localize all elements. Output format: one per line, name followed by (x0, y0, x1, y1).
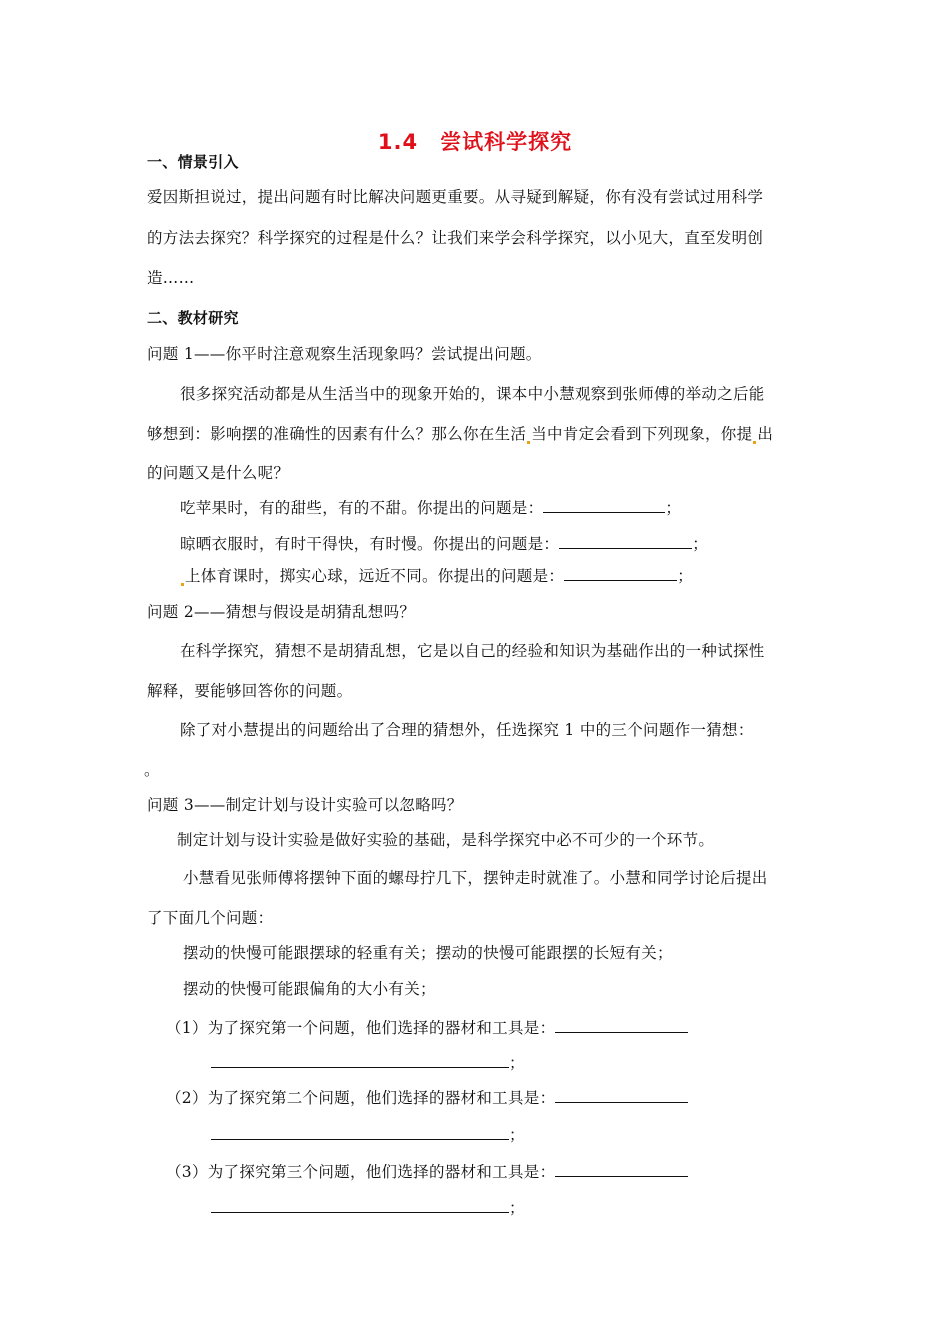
edit-mark-icon (181, 583, 184, 586)
q3-item-3 (166, 1162, 688, 1182)
q2-para-line-1: 在科学探究，猜想不是胡猜乱想，它是以自己的经验和知识为基础作出的一种试探性 (180, 642, 765, 660)
q3-item-2 (166, 1088, 688, 1108)
answer-blank[interactable] (555, 1162, 688, 1177)
answer-blank[interactable] (555, 1018, 688, 1033)
edit-mark-icon (753, 441, 756, 444)
item-end: ； (665, 499, 682, 517)
q3-item-2-continuation (211, 1125, 525, 1145)
q1-para-line-3: 的问题又是什么呢？ (147, 464, 290, 482)
q3-para-line-4: 摆动的快慢可能跟摆球的轻重有关；摆动的快慢可能跟摆的长短有关； (183, 944, 673, 962)
q3-item-3-continuation (211, 1198, 525, 1218)
q1-para-line-2 (147, 424, 773, 444)
answer-blank[interactable] (559, 534, 692, 549)
question-2-title: 问题 2——猜想与假设是胡猜乱想吗？ (147, 603, 416, 621)
q1-item-1-text: 吃苹果时，有的甜些，有的不甜。你提出的问题是： (180, 499, 544, 517)
item-end: ； (509, 1054, 525, 1072)
q1-item-3-text: 上体育课时，掷实心球，远近不同。你提出的问题是： (185, 567, 565, 585)
item-end: ； (692, 535, 709, 553)
q3-item-3-text: （3）为了探究第三个问题，他们选择的器材和工具是： (166, 1163, 556, 1181)
q1-para-line-2c: 出 (757, 425, 774, 443)
q3-para-line-2: 小慧看见张师傅将摆钟下面的螺母拧几下，摆钟走时就准了。小慧和同学讨论后提出 (183, 869, 768, 887)
page-title: 1.4 尝试科学探究 (377, 130, 573, 154)
q1-para-line-2b: 当中肯定会看到下列现象，你提 (531, 425, 753, 443)
q3-para-line-1: 制定计划与设计实验是做好实验的基础，是科学探究中必不可少的一个环节。 (177, 831, 715, 849)
answer-blank[interactable] (211, 1125, 509, 1140)
section-heading-intro: 一、情景引入 (147, 153, 239, 171)
q3-item-1 (166, 1018, 688, 1038)
section-heading-study: 二、教材研究 (147, 309, 239, 327)
answer-blank[interactable] (543, 498, 665, 513)
q2-para2-line-2: 。 (144, 761, 160, 779)
q2-para2-line-1: 除了对小慧提出的问题给出了合理的猜想外，任选探究 1 中的三个问题作一猜想： (180, 721, 754, 739)
question-1-title: 问题 1——你平时注意观察生活现象吗？尝试提出问题。 (147, 345, 542, 363)
item-end: ； (509, 1126, 525, 1144)
answer-blank[interactable] (211, 1198, 509, 1213)
intro-line-2: 的方法去探究？科学探究的过程是什么？让我们来学会科学探究，以小见大，直至发明创 (147, 229, 764, 247)
item-end: ； (677, 567, 694, 585)
q3-para-line-5: 摆动的快慢可能跟偏角的大小有关； (183, 980, 436, 998)
q3-para-line-3: 了下面几个问题： (147, 909, 274, 927)
q1-para-line-2a: 够想到：影响摆的准确性的因素有什么？那么你在生活 (147, 425, 527, 443)
q3-item-1-continuation (211, 1053, 525, 1073)
intro-line-3: 造…… (147, 269, 195, 287)
answer-blank[interactable] (211, 1053, 509, 1068)
question-3-title: 问题 3——制定计划与设计实验可以忽略吗？ (147, 796, 463, 814)
q3-item-1-text: （1）为了探究第一个问题，他们选择的器材和工具是： (166, 1019, 556, 1037)
q1-item-1 (180, 498, 681, 518)
q2-para-line-2: 解释，要能够回答你的问题。 (147, 682, 353, 700)
item-end: ； (509, 1199, 525, 1217)
answer-blank[interactable] (564, 566, 677, 581)
q1-item-3 (180, 566, 693, 586)
q1-item-2-text: 晾晒衣服时，有时干得快，有时慢。你提出的问题是： (180, 535, 560, 553)
q1-item-2 (180, 534, 708, 554)
q3-item-2-text: （2）为了探究第二个问题，他们选择的器材和工具是： (166, 1089, 556, 1107)
intro-line-1: 爱因斯担说过，提出问题有时比解决问题更重要。从寻疑到解疑，你有没有尝试过用科学 (147, 188, 764, 206)
edit-mark-icon (527, 441, 530, 444)
q1-para-line-1: 很多探究活动都是从生活当中的现象开始的，课本中小慧观察到张师傅的举动之后能 (180, 385, 765, 403)
answer-blank[interactable] (555, 1088, 688, 1103)
